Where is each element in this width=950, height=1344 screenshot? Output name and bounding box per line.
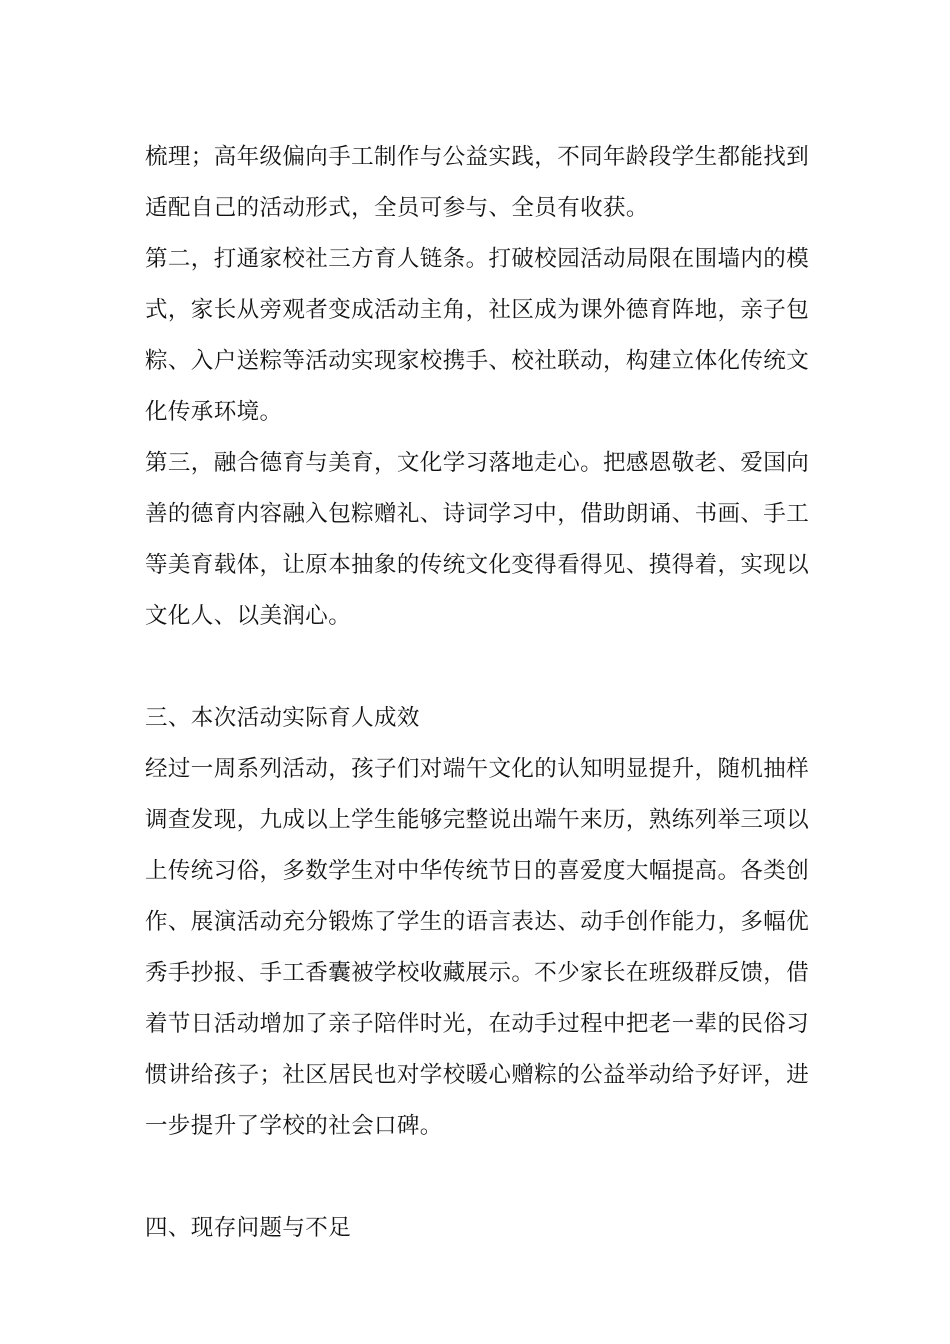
body-line: 上传统习俗，多数学生对中华传统节日的喜爱度大幅提高。各类创 xyxy=(145,858,810,884)
body-line: 梳理；高年级偏向手工制作与公益实践，不同年龄段学生都能找到 xyxy=(145,144,810,170)
body-line: 式，家长从旁观者变成活动主角，社区成为课外德育阵地，亲子包 xyxy=(145,297,810,323)
body-line: 适配自己的活动形式，全员可参与、全员有收获。 xyxy=(145,195,649,221)
body-line: 粽、入户送粽等活动实现家校携手、校社联动，构建立体化传统文 xyxy=(145,348,810,374)
body-line: 惯讲给孩子；社区居民也对学校暖心赠粽的公益举动给予好评，进 xyxy=(145,1062,810,1088)
body-line: 第三，融合德育与美育，文化学习落地走心。把感恩敬老、爱国向 xyxy=(145,450,810,476)
body-line: 化传承环境。 xyxy=(145,399,283,425)
document-page xyxy=(145,132,810,1254)
body-line: 秀手抄报、手工香囊被学校收藏展示。不少家长在班级群反馈，借 xyxy=(145,960,810,986)
body-line: 善的德育内容融入包粽赠礼、诗词学习中，借助朗诵、书画、手工 xyxy=(145,501,810,527)
body-line: 等美育载体，让原本抽象的传统文化变得看得见、摸得着，实现以 xyxy=(145,552,810,578)
section-heading: 四、现存问题与不足 xyxy=(145,1215,352,1241)
body-line: 一步提升了学校的社会口碑。 xyxy=(145,1113,443,1139)
section-spacer xyxy=(145,1152,810,1203)
section-spacer xyxy=(145,642,810,693)
body-line: 经过一周系列活动，孩子们对端午文化的认知明显提升，随机抽样 xyxy=(145,756,810,782)
body-line: 第二，打通家校社三方育人链条。打破校园活动局限在围墙内的模 xyxy=(145,246,810,272)
body-line: 作、展演活动充分锻炼了学生的语言表达、动手创作能力，多幅优 xyxy=(145,909,810,935)
body-line: 着节日活动增加了亲子陪伴时光，在动手过程中把老一辈的民俗习 xyxy=(145,1011,810,1037)
body-line: 文化人、以美润心。 xyxy=(145,603,352,629)
section-heading: 三、本次活动实际育人成效 xyxy=(145,705,420,731)
body-line: 调查发现，九成以上学生能够完整说出端午来历，熟练列举三项以 xyxy=(145,807,810,833)
